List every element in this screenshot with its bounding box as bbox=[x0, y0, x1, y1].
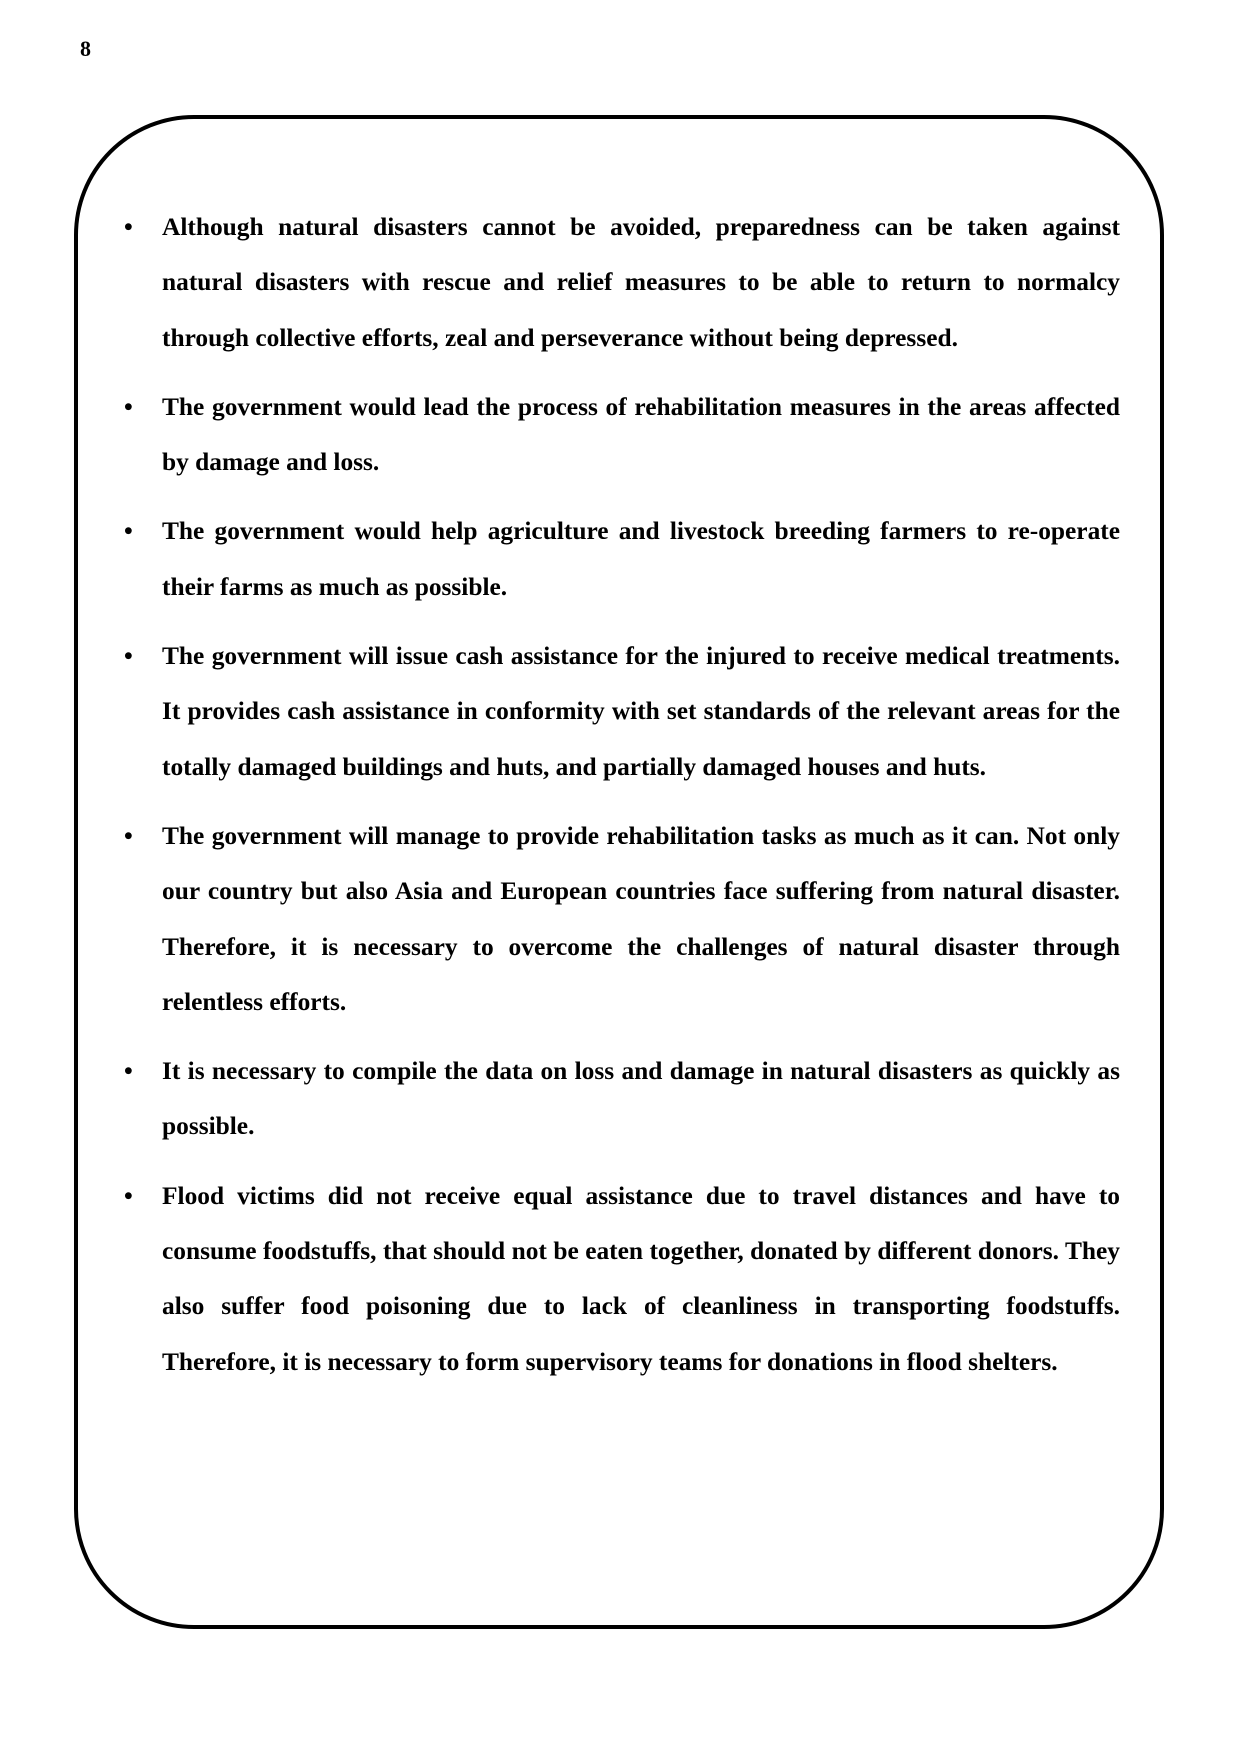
bullet-marker: • bbox=[124, 1058, 133, 1086]
list-item bbox=[120, 809, 1120, 1030]
list-item-text: It is necessary to compile the data on loss and damage in natural disasters as quickly as possible. bbox=[162, 1057, 1120, 1141]
bullet-marker: • bbox=[124, 1182, 133, 1210]
list-item-text: Flood victims did not receive equal assistance due to travel distances and have to consume foodstuffs, that should not be eaten together, donated by different donors. They also suffer food poisoning due to lack of cleanliness in transporting foodstuffs. Therefore, it is necessary to form supervisory teams for donations in flood shelters. bbox=[162, 1181, 1120, 1376]
list-item-text: The government would lead the process of rehabilitation measures in the areas affected by damage and loss. bbox=[162, 392, 1120, 477]
bullet-marker: • bbox=[124, 214, 133, 241]
bullet-marker: • bbox=[124, 643, 133, 671]
list-item-text: The government would help agriculture and livestock breeding farmers to re-operate their farms as much as possible. bbox=[162, 517, 1120, 601]
list-item bbox=[120, 200, 1120, 366]
list-item bbox=[120, 629, 1120, 795]
bullet-marker: • bbox=[124, 393, 133, 421]
list-item-text: The government will issue cash assistance for the injured to receive medical treatments. It provides cash assistance in conformity with set standards of the relevant areas for the totally damaged buildings and huts, and partially damaged houses and huts. bbox=[162, 642, 1120, 781]
list-item bbox=[120, 1169, 1120, 1390]
page-number: 8 bbox=[80, 36, 91, 61]
list-item bbox=[120, 380, 1120, 491]
list-item bbox=[120, 504, 1120, 615]
bullet-list bbox=[120, 200, 1120, 1404]
bullet-marker: • bbox=[124, 822, 133, 850]
list-item-text: The government will manage to provide rehabilitation tasks as much as it can. Not only our country but also Asia and European countries face suffering from natural disaster. Therefore, it is necessary to overcome the challenges of natural disaster through relentless efforts. bbox=[162, 821, 1120, 1016]
list-item bbox=[120, 1044, 1120, 1155]
bullet-marker: • bbox=[124, 518, 133, 546]
list-item-text: Although natural disasters cannot be avoided, preparedness can be taken against natural disasters with rescue and relief measures to be able to return to normalcy through collective efforts, zeal and perseverance without being depressed. bbox=[162, 213, 1120, 352]
